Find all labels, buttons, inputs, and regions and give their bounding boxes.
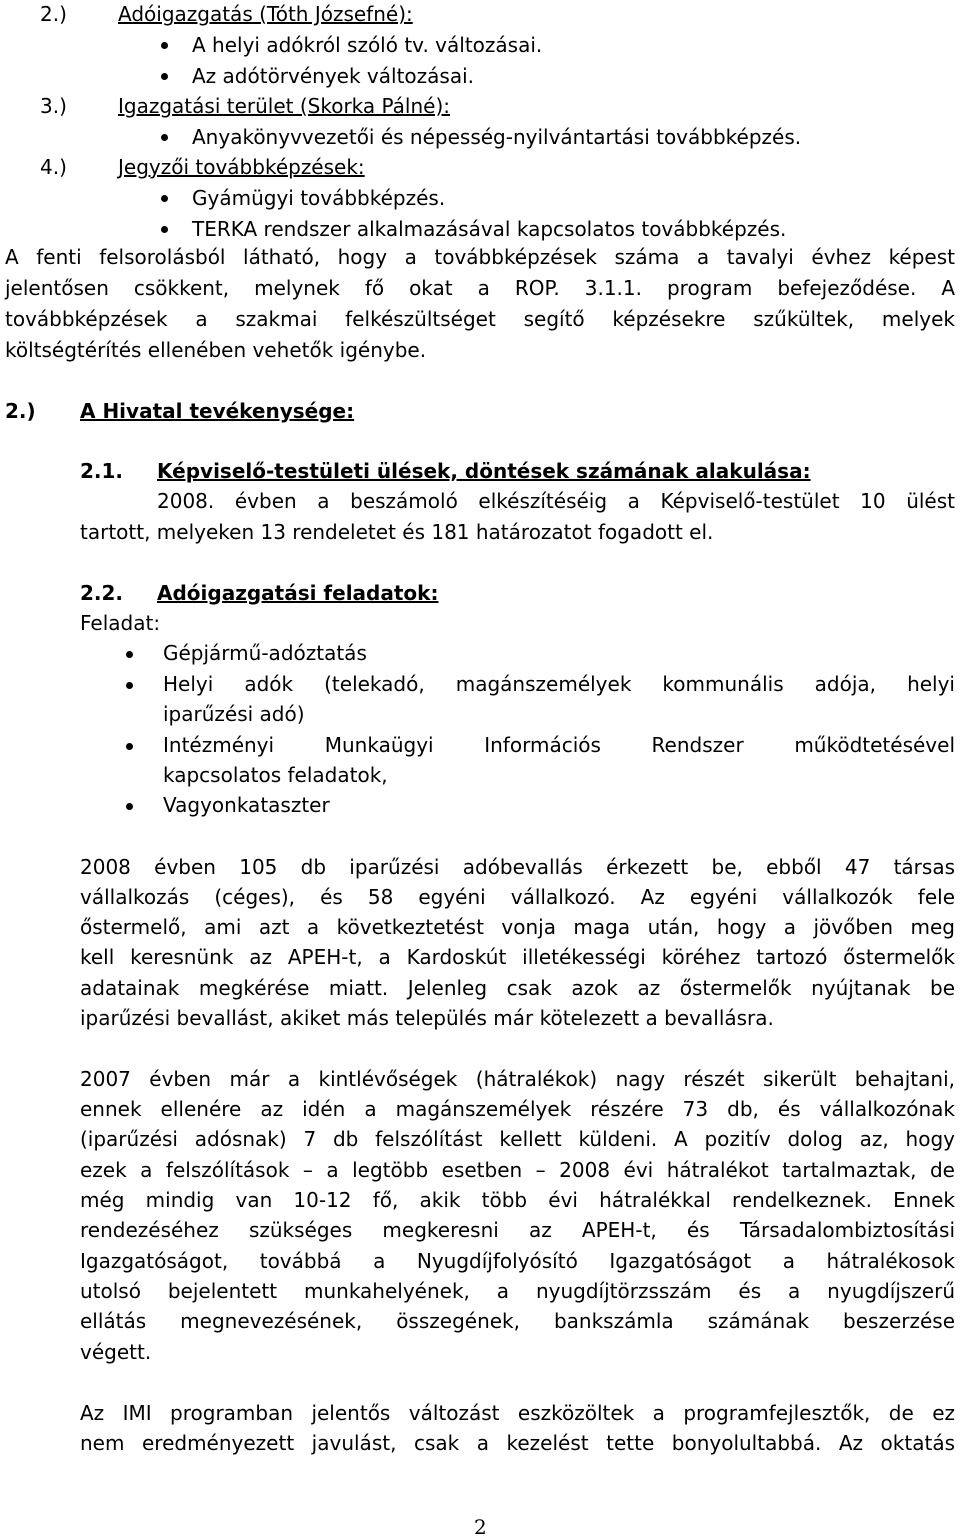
paragraph-line: nem eredményezett javulást, csak a kezelést tette bonyolultabbá. Az oktatás — [80, 1431, 955, 1455]
paragraph-line: Az IMI programban jelentős változást eszközöltek a programfejlesztők, de ez — [80, 1401, 955, 1425]
bullet-icon — [161, 73, 168, 80]
paragraph-line: iparűzési bevallást, akiket más település már kötelezett a bevallásra. — [80, 1006, 774, 1030]
list-bullet-text: Anyakönyvvezetői és népesség-nyilvántartási továbbképzés. — [192, 125, 802, 149]
bullet-icon — [126, 803, 133, 810]
paragraph-line: jelentősen csökkent, melynek fő okat a ROP. 3.1.1. program befejeződése. A — [5, 276, 955, 300]
task-item: Helyi adók (telekadó, magánszemélyek kommunális adója, helyi — [163, 672, 955, 696]
paragraph-line: ellátás megnevezésének, összegének, bankszámla számának beszerzése — [80, 1309, 955, 1333]
paragraph-line: ezek a felszólítások – a legtöbb esetben – 2008 évi hátralékot tartalmaztak, de — [80, 1158, 955, 1182]
task-item-continued: iparűzési adó) — [163, 702, 305, 726]
subsection-number: 2.1. — [80, 459, 124, 483]
task-item: Intézményi Munkaügyi Információs Rendszer működtetésével — [163, 733, 955, 757]
list-bullet-text: TERKA rendszer alkalmazásával kapcsolatos továbbképzés. — [192, 217, 787, 241]
paragraph-line: utolsó bejelentett munkahelyének, a nyugdíjtörzsszám és a nyugdíjszerű — [80, 1279, 955, 1303]
paragraph-line: tartott, melyeken 13 rendeletet és 181 határozatot fogadott el. — [80, 520, 714, 544]
paragraph-line: rendezéséhez szükséges megkeresni az APEH-t, és Társadalombiztosítási — [80, 1218, 955, 1242]
paragraph-line: 2008. évben a beszámoló elkészítéséig a Képviselő-testület 10 ülést — [157, 489, 955, 513]
paragraph-line: 2008 évben 105 db iparűzési adóbevallás érkezett be, ebből 47 társas — [80, 855, 955, 879]
list-number: 3.) — [40, 94, 67, 118]
paragraph-line: A fenti felsorolásból látható, hogy a továbbképzések száma a tavalyi évhez képest — [5, 245, 955, 269]
paragraph-line: még mindig van 10-12 fő, akik több évi hátralékkal rendelkeznek. Ennek — [80, 1188, 955, 1212]
bullet-icon — [126, 682, 133, 689]
bullet-icon — [161, 195, 168, 202]
feladat-label: Feladat: — [80, 611, 161, 635]
paragraph-line: továbbképzések a szakmai felkészültséget segítő képzésekre szűkültek, melyek — [5, 307, 955, 331]
paragraph-line: költségtérítés ellenében vehetők igénybe. — [5, 338, 427, 362]
list-title: Adóigazgatás (Tóth Józsefné): — [118, 2, 413, 26]
list-number: 4.) — [40, 155, 67, 179]
paragraph-line: 2007 évben már a kintlévőségek (hátralékok) nagy részét sikerült behajtani, — [80, 1067, 955, 1091]
paragraph-line: végett. — [80, 1340, 152, 1364]
task-item-continued: kapcsolatos feladatok, — [163, 763, 388, 787]
paragraph-line: Igazgatóságot, továbbá a Nyugdíjfolyósító Igazgatóságot a hátralékosok — [80, 1249, 955, 1273]
paragraph-line: (iparűzési adósnak) 7 db felszólítást kellett küldeni. A pozitív dolog az, hogy — [80, 1127, 955, 1151]
list-bullet-text: Gyámügyi továbbképzés. — [192, 186, 446, 210]
page-number: 2 — [474, 1515, 487, 1539]
subsection-number: 2.2. — [80, 581, 124, 605]
list-title: Jegyzői továbbképzések: — [118, 155, 365, 179]
bullet-icon — [161, 42, 168, 49]
paragraph-line: kell keresnünk az APEH-t, a Kardoskút illetékességi köréhez tartozó őstermelők — [80, 945, 955, 969]
list-bullet-text: A helyi adókról szóló tv. változásai. — [192, 33, 543, 57]
bullet-icon — [161, 134, 168, 141]
paragraph-line: vállalkozás (céges), és 58 egyéni vállalkozó. Az egyéni vállalkozók fele — [80, 885, 955, 909]
bullet-icon — [126, 743, 133, 750]
bullet-icon — [126, 651, 133, 658]
list-bullet-text: Az adótörvények változásai. — [192, 64, 474, 88]
list-title: Igazgatási terület (Skorka Pálné): — [118, 94, 451, 118]
subsection-title: Adóigazgatási feladatok: — [157, 581, 439, 605]
section-title: A Hivatal tevékenysége: — [80, 399, 355, 423]
paragraph-line: adatainak megkérése miatt. Jelenleg csak azok az őstermelők nyújtanak be — [80, 976, 955, 1000]
bullet-icon — [161, 226, 168, 233]
paragraph-line: őstermelő, ami azt a következtetést vonja maga után, hogy a jövőben meg — [80, 915, 955, 939]
task-item: Vagyonkataszter — [163, 793, 330, 817]
subsection-title: Képviselő-testületi ülések, döntések számának alakulása: — [157, 459, 811, 483]
paragraph-line: ennek ellenére az idén a magánszemélyek részére 73 db, és vállalkozónak — [80, 1097, 955, 1121]
task-item: Gépjármű-adóztatás — [163, 641, 367, 665]
list-number: 2.) — [40, 2, 67, 26]
section-number: 2.) — [5, 399, 36, 423]
